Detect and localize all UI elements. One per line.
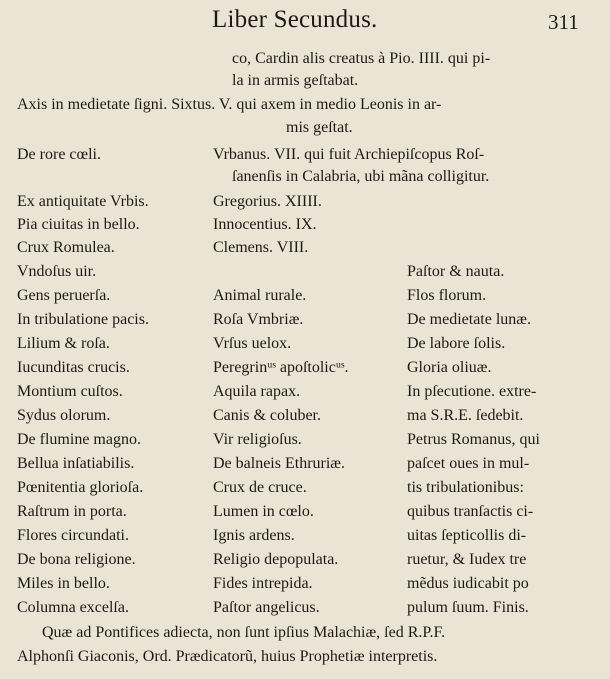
motto-col1: Montium cuſtos. [17, 383, 123, 400]
motto-col2: Vir religioſus. [213, 431, 302, 448]
motto-col3: Flos florum. [407, 287, 487, 304]
prophecy-col3: ruetur, & Iudex tre [407, 551, 527, 568]
page-number: 311 [548, 10, 579, 34]
motto-col2: De balneis Ethruriæ. [213, 455, 345, 472]
running-header-title: Liber Secundus. [212, 6, 378, 33]
continued-line: co, Cardin alis creatus à Pio. IIII. qui pi- [232, 50, 491, 67]
motto-col1: Vndoſus uir. [17, 263, 97, 280]
motto-col2: Fides intrepida. [213, 575, 313, 592]
prophecy-col3: tis tribulationibus: [407, 479, 524, 496]
rore-entry-line: ſanenſis in Calabria, ubi mãna colligitur. [232, 168, 490, 185]
motto-col2: Crux de cruce. [213, 479, 307, 496]
motto-col2: Peregrinᵘˢ apoſtolicᵘˢ. [213, 359, 349, 376]
motto-col1: Gens peruerſa. [17, 287, 111, 304]
motto-col1: Columna excelſa. [17, 599, 129, 616]
motto-col2: Canis & coluber. [213, 407, 321, 424]
prophecy-col3: uitas ſepticollis di- [407, 527, 527, 544]
motto-col1: Pia ciuitas in bello. [17, 216, 140, 233]
motto-col3: Gloria oliuæ. [407, 359, 492, 376]
motto-col1: Miles in bello. [17, 575, 110, 592]
motto-col3: De medietate lunæ. [407, 311, 531, 328]
motto-col2: Vrſus uelox. [213, 335, 292, 352]
motto-col3: De labore ſolis. [407, 335, 506, 352]
motto-col1: Sydus olorum. [17, 407, 111, 424]
motto-col2: Paſtor angelicus. [213, 599, 320, 616]
motto-col1: Bellua inſatiabilis. [17, 455, 135, 472]
motto-col2: Animal rurale. [213, 287, 307, 304]
prophecy-col3: In pſecutione. extre- [407, 383, 537, 400]
prophecy-col3: pulum ſuum. Finis. [407, 599, 529, 616]
axis-entry-line: Axis in medietate ſigni. Sixtus. V. qui axem in medio Leonis in ar- [17, 96, 442, 113]
footer-note-line: Alphonſi Giaconis, Ord. Prædicatorũ, huius Prophetiæ interpretis. [17, 648, 438, 665]
motto-col1: Flores circundati. [17, 527, 129, 544]
motto-col3: Paſtor & nauta. [407, 263, 505, 280]
prophecy-col3: paſcet oues in mul- [407, 455, 530, 472]
motto-col1: Raſtrum in porta. [17, 503, 127, 520]
footer-note-line: Quæ ad Pontifices adiecta, non ſunt ipſius Malachiæ, ſed R.P.F. [42, 624, 446, 641]
rore-entry-line: Vrbanus. VII. qui fuit Archiepiſcopus Roſ- [213, 146, 485, 163]
prophecy-col3: mẽdus iudicabit po [407, 575, 529, 592]
motto-col2: Roſa Vmbriæ. [213, 311, 304, 328]
prophecy-col3: Petrus Romanus, qui [407, 431, 540, 448]
motto-col1: De flumine magno. [17, 431, 141, 448]
rore-entry-motto: De rore cœli. [17, 146, 101, 163]
motto-col1: Iucunditas crucis. [17, 359, 130, 376]
motto-col1: In tribulatione pacis. [17, 311, 149, 328]
motto-col2: Ignis ardens. [213, 527, 295, 544]
prophecy-col3: ma S.R.E. ſedebit. [407, 407, 524, 424]
motto-col2: Aquila rapax. [213, 383, 301, 400]
pope-col2: Clemens. VIII. [213, 239, 309, 256]
motto-col2: Religio depopulata. [213, 551, 339, 568]
motto-col2: Lumen in cœlo. [213, 503, 314, 520]
motto-col1: Ex antiquitate Vrbis. [17, 193, 149, 210]
motto-col1: Pœnitentia glorioſa. [17, 479, 144, 496]
motto-col1: Lilium & roſa. [17, 335, 110, 352]
motto-col1: De bona religione. [17, 551, 136, 568]
axis-entry-line: mis geſtat. [286, 119, 353, 136]
continued-line: la in armis geſtabat. [232, 72, 359, 89]
prophecy-col3: quibus tranſactis ci- [407, 503, 534, 520]
motto-col1: Crux Romulea. [17, 239, 115, 256]
pope-col2: Innocentius. IX. [213, 216, 317, 233]
pope-col2: Gregorius. XIIII. [213, 193, 322, 210]
